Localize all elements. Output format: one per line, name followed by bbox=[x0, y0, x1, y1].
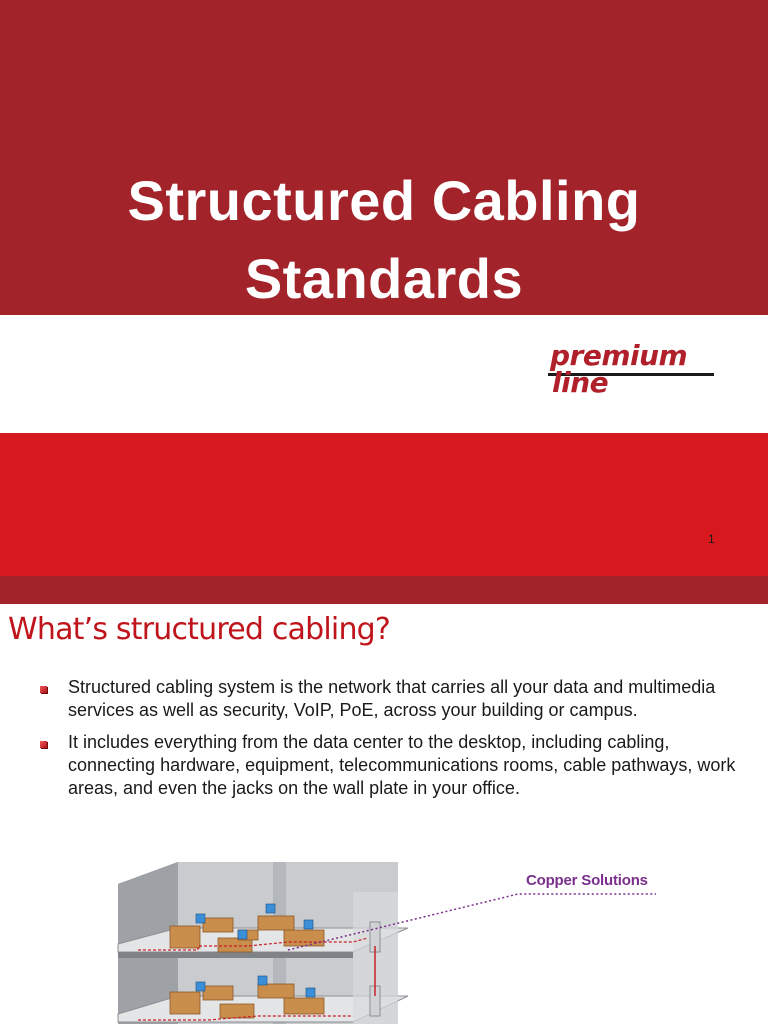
page-number: 1 bbox=[708, 532, 715, 546]
bullet-square-icon bbox=[40, 741, 47, 748]
logo-text-premium: premium bbox=[550, 339, 688, 372]
slide-title bbox=[0, 162, 768, 318]
logo-text-line: line bbox=[552, 366, 609, 399]
bullet-item bbox=[38, 676, 738, 722]
bullet-square-icon bbox=[40, 686, 47, 693]
bullet-text: It includes everything from the data center to the desktop, including cabling, connecting hardware, equipment, telecommunications rooms, cable pathways, work areas, and even the jacks on the wall plate in your office. bbox=[68, 732, 736, 798]
section-heading: What’s structured cabling? bbox=[8, 612, 391, 647]
copper-solutions-label: Copper Solutions bbox=[526, 872, 648, 889]
footer-banner bbox=[0, 433, 768, 576]
slide-title-line1: Structured Cabling bbox=[127, 169, 641, 232]
bullet-item bbox=[38, 731, 738, 800]
slide-title-line2: Standards bbox=[244, 247, 524, 310]
bullet-text: Structured cabling system is the network that carries all your data and multimedia services as well as security, VoIP, PoE, across your building or campus. bbox=[68, 677, 716, 720]
slide-edge-band bbox=[0, 576, 768, 604]
premium-line-logo bbox=[548, 339, 718, 402]
floor-slab-upper-edge bbox=[118, 952, 353, 958]
bullet-list bbox=[38, 676, 738, 809]
